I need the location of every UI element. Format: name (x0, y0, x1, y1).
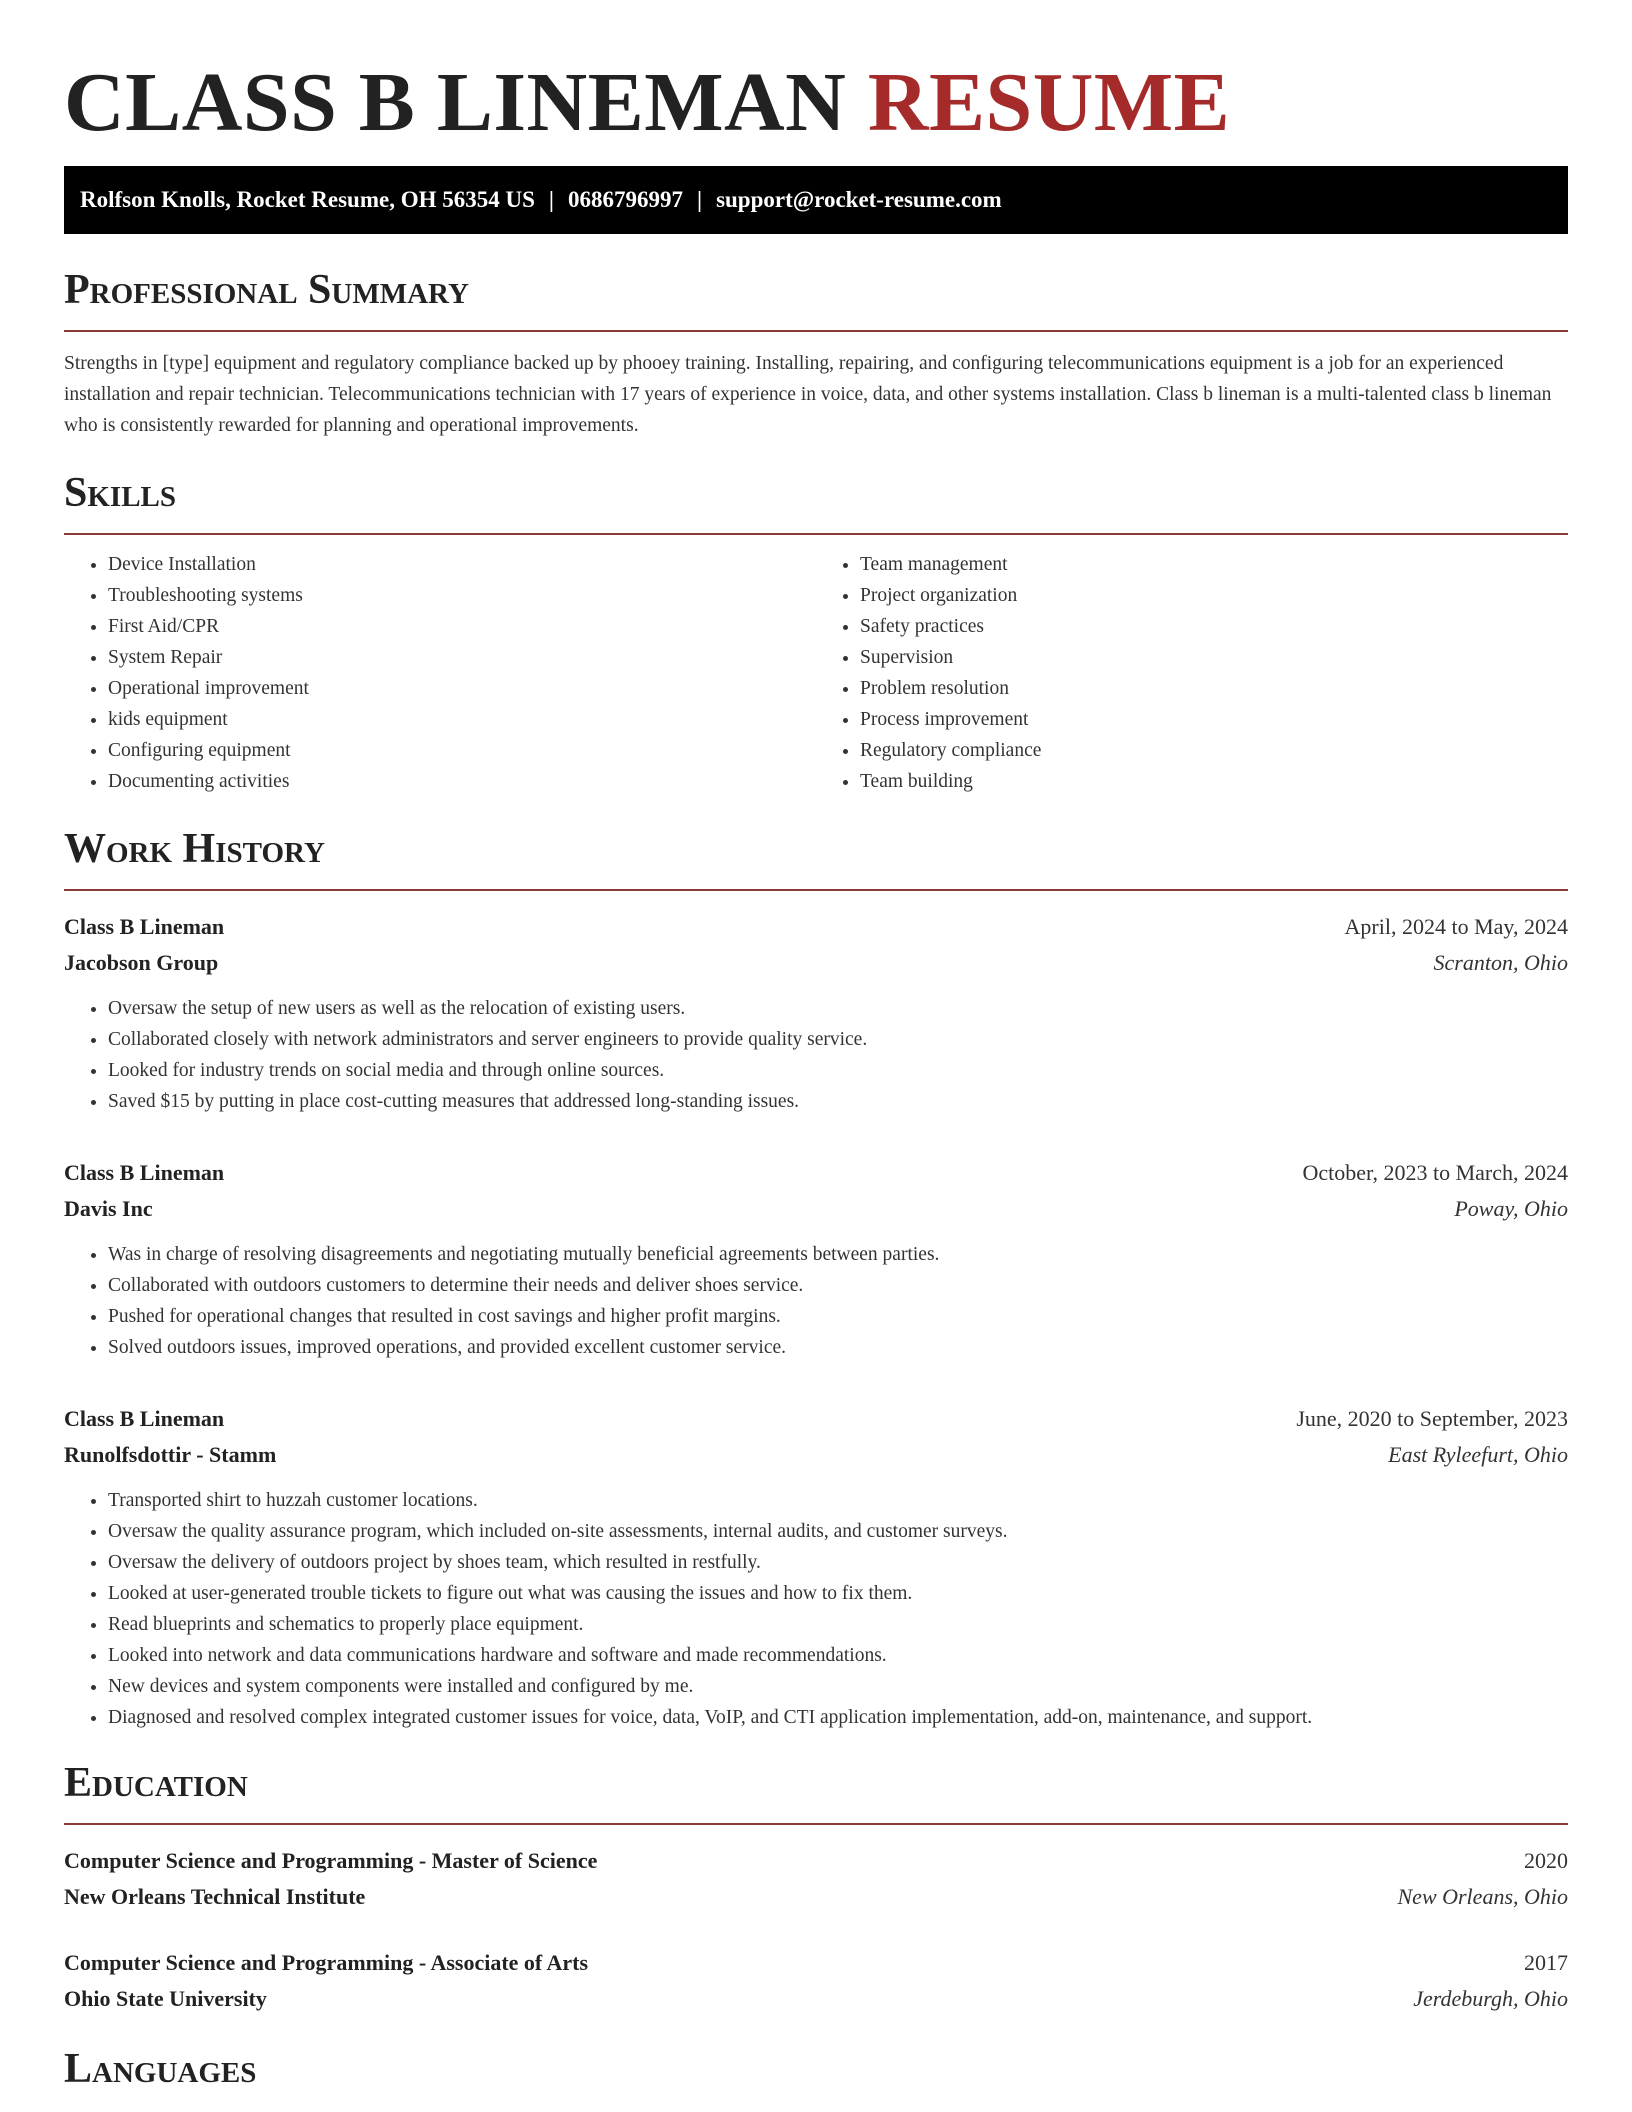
job-company: Runolfsdottir - Stamm (64, 1442, 277, 1467)
skill-item: • First Aid/CPR (108, 611, 816, 642)
contact-phone: 0686796997 (567, 187, 683, 212)
title-main: CLASS B LINEMAN (64, 56, 847, 149)
section-heading-languages: Languages (64, 2046, 257, 2092)
section-heading-summary: Professional Summary (64, 267, 469, 313)
job-bullet: • Diagnosed and resolved complex integrated customer issues for voice, data, VoIP, and CTI application implementation, add-on, maintenance, and support. (108, 1702, 1568, 1733)
education-location: Jerdeburgh, Ohio (1413, 1986, 1568, 2011)
job-title-row (64, 1155, 1568, 1191)
section-divider (64, 1823, 1568, 1825)
job-company: Davis Inc (64, 1196, 153, 1221)
job-company-row (64, 945, 1568, 981)
job-company-row (64, 1437, 1568, 1473)
education-degree: Computer Science and Programming - Master of Science (64, 1848, 598, 1873)
summary-text: Strengths in [type] equipment and regulatory compliance backed up by phooey training. Installing, repairing, and configuring telecommunications equipment is a job for an experienced installation and repair technician. Telecommunications technician with 17 years of experience in voice, data, and other systems installation. Class b lineman is a multi-talented class b lineman who is consistently rewarded for planning and operational improvements. (64, 353, 1552, 436)
job-bullet: • Oversaw the setup of new users as well as the relocation of existing users. (108, 993, 1568, 1024)
job-title: Class B Lineman (64, 1406, 225, 1431)
job-title-row (64, 1401, 1568, 1437)
skill-item: • Supervision (860, 642, 1568, 673)
skill-item: • Troubleshooting systems (108, 580, 816, 611)
contact-separator: | (696, 187, 703, 212)
contact-bar (64, 166, 1568, 234)
skill-item: • Device Installation (108, 549, 816, 580)
job-bullet: • Oversaw the quality assurance program, which included on-site assessments, internal audits, and customer surveys. (108, 1516, 1568, 1547)
section-heading-skills: Skills (64, 470, 177, 516)
skill-item: • Regulatory compliance (860, 735, 1568, 766)
job-bullet: • Collaborated with outdoors customers to determine their needs and deliver shoes service. (108, 1270, 1568, 1301)
job-bullet: • New devices and system components were installed and configured by me. (108, 1671, 1568, 1702)
education-school-row (64, 1879, 1568, 1915)
job-title: Class B Lineman (64, 914, 225, 939)
skill-item: • Safety practices (860, 611, 1568, 642)
skill-item: • System Repair (108, 642, 816, 673)
education-location: New Orleans, Ohio (1397, 1884, 1568, 1909)
job-entry (64, 909, 1568, 1117)
job-bullet: • Looked for industry trends on social media and through online sources. (108, 1055, 1568, 1086)
skill-item: • Documenting activities (108, 766, 816, 797)
skills-columns (64, 549, 1568, 797)
job-bullets (64, 993, 1568, 1117)
skill-item: • Process improvement (860, 704, 1568, 735)
education-degree-row (64, 1843, 1568, 1879)
skill-item: • Team building (860, 766, 1568, 797)
job-dates: June, 2020 to September, 2023 (1296, 1406, 1568, 1431)
job-bullet: • Was in charge of resolving disagreements and negotiating mutually beneficial agreements between parties. (108, 1239, 1568, 1270)
skill-item: • Configuring equipment (108, 735, 816, 766)
job-dates: April, 2024 to May, 2024 (1344, 914, 1568, 939)
job-entry (64, 1155, 1568, 1363)
job-title-row (64, 909, 1568, 945)
job-bullet: • Collaborated closely with network administrators and server engineers to provide quality service. (108, 1024, 1568, 1055)
job-bullet: • Transported shirt to huzzah customer locations. (108, 1485, 1568, 1516)
languages-section (64, 2043, 1568, 2095)
job-bullets (64, 1485, 1568, 1733)
job-bullet: • Solved outdoors issues, improved operations, and provided excellent customer service. (108, 1332, 1568, 1363)
education-year: 2020 (1524, 1848, 1568, 1873)
job-bullet: • Looked at user-generated trouble tickets to figure out what was causing the issues and how to fix them. (108, 1578, 1568, 1609)
job-location: Scranton, Ohio (1433, 950, 1568, 975)
section-heading-work-history: Work History (64, 826, 325, 872)
education-entry (64, 1945, 1568, 2017)
job-location: East Ryleefurt, Ohio (1388, 1442, 1568, 1467)
job-dates: October, 2023 to March, 2024 (1302, 1160, 1568, 1185)
resume-page (64, 0, 1568, 2095)
contact-email: support@rocket-resume.com (716, 187, 1002, 212)
education-school: Ohio State University (64, 1986, 267, 2011)
skill-item: • Project organization (860, 580, 1568, 611)
skill-item: • Problem resolution (860, 673, 1568, 704)
education-entry (64, 1843, 1568, 1915)
job-company: Jacobson Group (64, 950, 219, 975)
section-divider (64, 330, 1568, 332)
skills-list-left (64, 549, 816, 797)
summary-section (64, 264, 1568, 441)
education-degree-row (64, 1945, 1568, 1981)
education-school: New Orleans Technical Institute (64, 1884, 366, 1909)
title-accent: RESUME (867, 56, 1231, 149)
skills-list-right (816, 549, 1568, 797)
job-location: Poway, Ohio (1454, 1196, 1568, 1221)
education-year: 2017 (1524, 1950, 1568, 1975)
contact-separator: | (548, 187, 554, 212)
job-title: Class B Lineman (64, 1160, 225, 1185)
skill-item: • Team management (860, 549, 1568, 580)
skills-section (64, 467, 1568, 797)
job-bullet: • Oversaw the delivery of outdoors project by shoes team, which resulted in restfully. (108, 1547, 1568, 1578)
section-divider (64, 889, 1568, 891)
job-bullets (64, 1239, 1568, 1363)
skill-item: • Operational improvement (108, 673, 816, 704)
work-history-section (64, 823, 1568, 1733)
job-bullet: • Saved $15 by putting in place cost-cutting measures that addressed long-standing issues. (108, 1086, 1568, 1117)
job-bullet: • Looked into network and data communications hardware and software and made recommendations. (108, 1640, 1568, 1671)
education-school-row (64, 1981, 1568, 2017)
education-section (64, 1757, 1568, 2017)
resume-title (64, 0, 1568, 148)
contact-address: Rolfson Knolls, Rocket Resume, OH 56354 US (80, 187, 535, 212)
skill-item: • kids equipment (108, 704, 816, 735)
job-bullet: • Pushed for operational changes that resulted in cost savings and higher profit margins. (108, 1301, 1568, 1332)
job-company-row (64, 1191, 1568, 1227)
job-entry (64, 1401, 1568, 1733)
section-divider (64, 533, 1568, 535)
job-bullet: • Read blueprints and schematics to properly place equipment. (108, 1609, 1568, 1640)
section-heading-education: Education (64, 1760, 248, 1806)
education-degree: Computer Science and Programming - Associate of Arts (64, 1950, 589, 1975)
